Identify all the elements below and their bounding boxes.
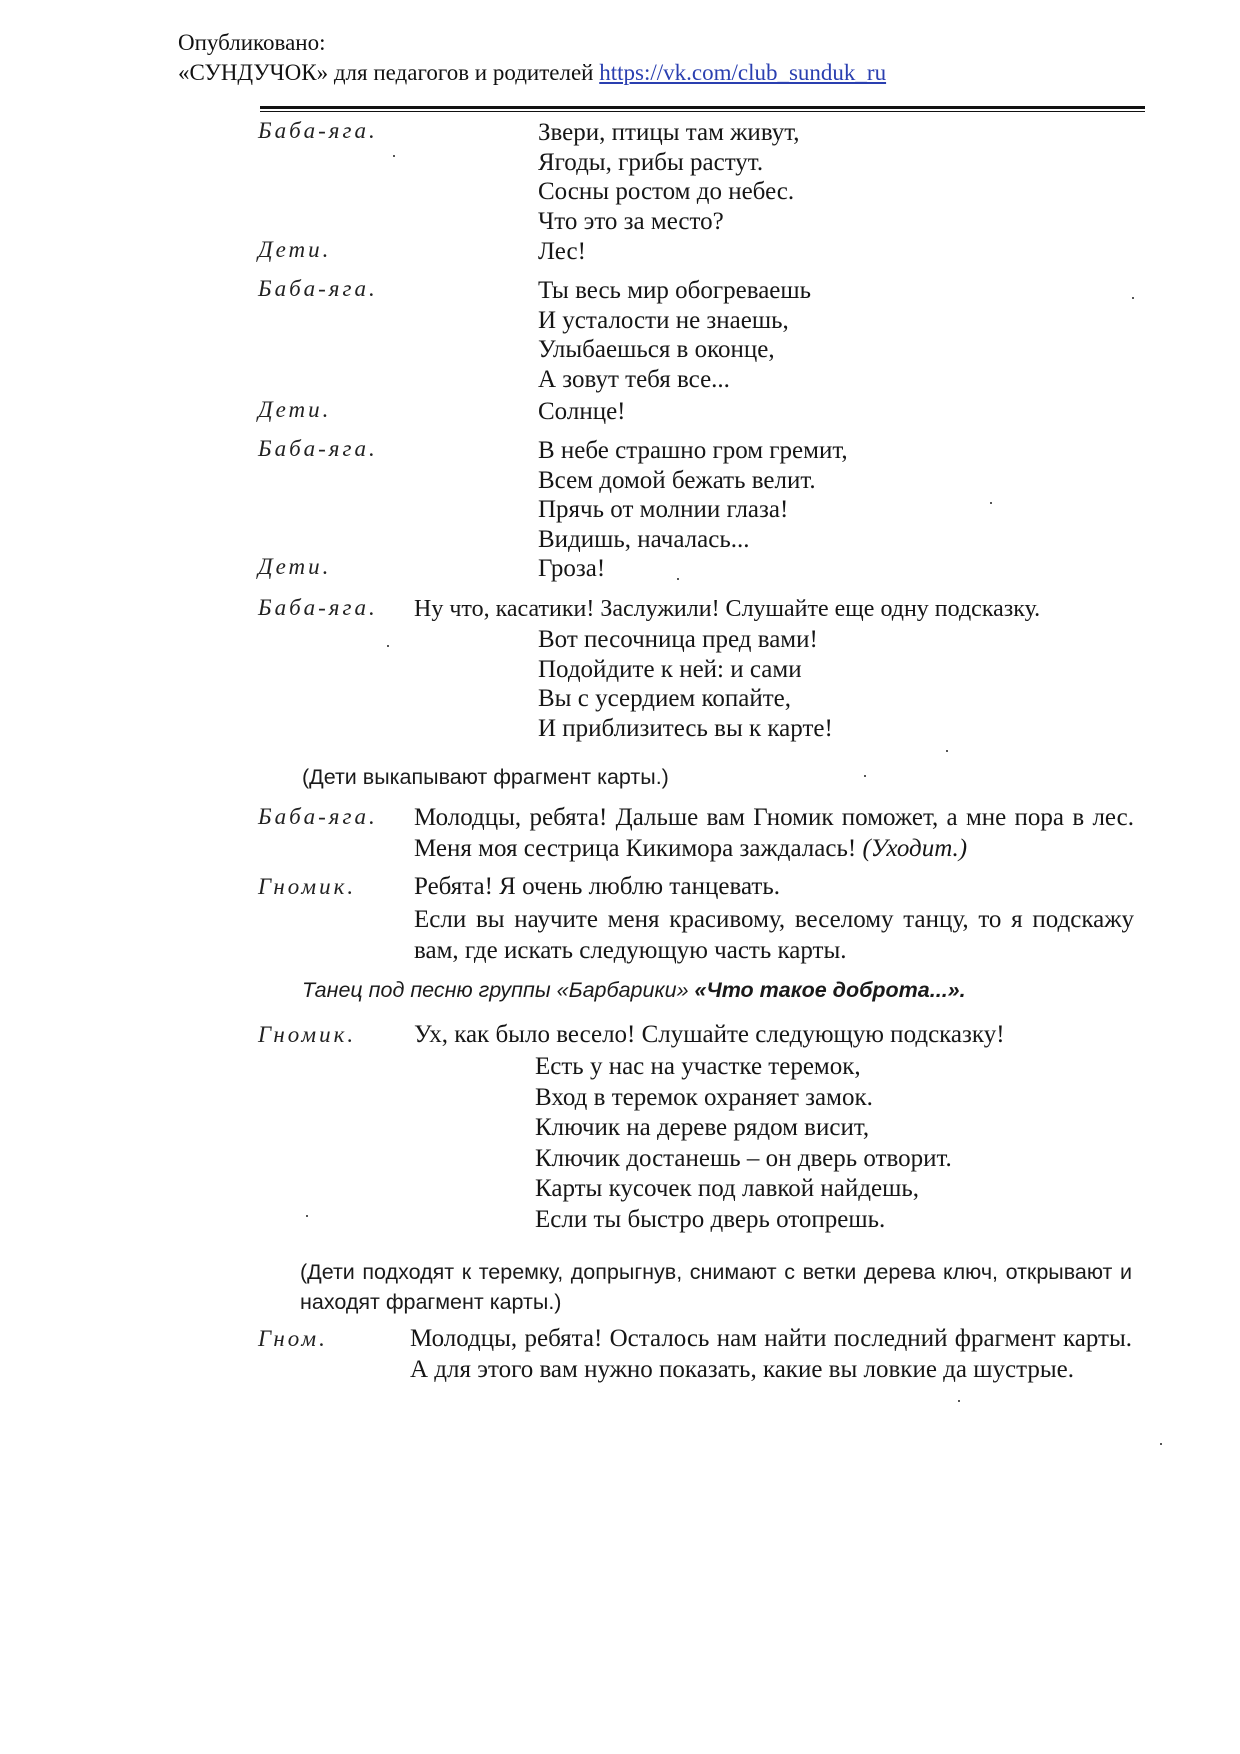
stage-note: (Уходит.) (862, 835, 968, 862)
speech-line: Ну что, касатики! Заслужили! Слушайте еще одну подсказку. (414, 596, 1041, 622)
verse-line: Видишь, началась... (538, 525, 750, 553)
verse-line: Подойдите к ней: и сами (538, 655, 802, 683)
scan-speck (1160, 1443, 1162, 1445)
verse-line: Улыбаешься в оконце, (538, 336, 775, 364)
scan-speck (990, 502, 992, 504)
verse-block (538, 276, 811, 394)
verse-line: Вот песочница пред вами! (538, 626, 818, 653)
verse-line: Ключик на дереве рядом висит, (535, 1114, 870, 1141)
publication-header (178, 28, 886, 88)
stage-direction: (Дети выкапывают фрагмент карты.) (302, 765, 669, 789)
verse-line: Есть у нас на участке теремок, (535, 1053, 861, 1080)
verse-block (538, 554, 605, 584)
speaker-name: Гномик. (258, 1022, 357, 1047)
verse-line: Всем домой бежать велит. (538, 466, 816, 494)
verse-line: Солнце! (538, 398, 626, 425)
stage-direction: (Дети подходят к теремку, допрыгнув, снимают с ветки дерева ключ, открывают и находят фрагмент карты.) (300, 1260, 1132, 1314)
verse-line: Звери, птицы там живут, (538, 119, 800, 146)
verse-line: Лес! (538, 238, 586, 265)
song-title: «Что такое доброта...». (694, 978, 966, 1002)
verse-line: Прячь от молнии глаза! (538, 496, 789, 524)
verse-line: И усталости не знаешь, (538, 306, 789, 334)
verse-line: Ты весь мир обогреваешь (538, 277, 812, 304)
verse-line: Вы с усердием копайте, (538, 685, 792, 713)
speaker-name: Баба-яга. (258, 595, 378, 620)
site-name: «СУНДУЧОК» для педагогов и родителей (178, 60, 594, 85)
scan-speck (946, 750, 948, 752)
verse-line: И приблизитесь вы к карте! (538, 714, 833, 742)
scan-speck (864, 775, 866, 777)
scan-speck (306, 1215, 308, 1217)
speech-line: Ребята! Я очень люблю танцевать. (414, 873, 780, 900)
verse-block (538, 237, 586, 267)
verse-line: Что это за место? (538, 207, 724, 235)
verse-block (538, 397, 626, 427)
speech-paragraph (414, 802, 1134, 864)
verse-line: Если ты быстро дверь отопрешь. (535, 1205, 886, 1233)
verse-line: В небе страшно гром гремит, (538, 437, 848, 464)
speaker-name: Баба-яга. (258, 436, 378, 461)
published-label: Опубликовано: (178, 30, 326, 55)
speaker-name: Гном. (258, 1326, 328, 1351)
speech-paragraph: Молодцы, ребята! Осталось нам найти последний фрагмент карты. А для этого вам нужно показать, какие вы ловкие да шустрые. (410, 1325, 1132, 1383)
speaker-name: Баба-яга. (258, 118, 378, 143)
speaker-name: Дети. (258, 237, 332, 262)
speaker-name: Баба-яга. (258, 804, 378, 829)
scan-speck (393, 155, 395, 157)
speaker-name: Дети. (258, 397, 332, 422)
verse-block (535, 1052, 952, 1235)
verse-block (538, 118, 800, 236)
dance-note (302, 978, 966, 1003)
verse-line: Сосны ростом до небес. (538, 178, 795, 206)
header-rule-thin (260, 111, 1145, 112)
scan-speck (958, 1400, 960, 1402)
speaker-name: Гномик. (258, 874, 357, 899)
speaker-name: Баба-яга. (258, 276, 378, 301)
scan-speck (1132, 297, 1134, 299)
scan-speck (677, 578, 679, 580)
verse-line: Карты кусочек под лавкой найдешь, (535, 1175, 919, 1202)
song-prefix: Танец под песню группы «Барбарики» (302, 978, 689, 1002)
verse-line: Ключик достанешь – он дверь отворит. (535, 1144, 952, 1172)
verse-line: Гроза! (538, 555, 606, 582)
verse-line: А зовут тебя все... (538, 365, 730, 393)
speech-line: Ух, как было весело! Слушайте следующую подсказку! (414, 1021, 1005, 1048)
verse-line: Вход в теремок охраняет замок. (535, 1083, 873, 1111)
verse-block (538, 436, 848, 554)
publisher-line (178, 58, 886, 88)
scan-speck (387, 645, 389, 647)
verse-block (538, 625, 833, 743)
vk-link[interactable]: https://vk.com/club_sunduk_ru (599, 60, 887, 85)
header-rule-thick (260, 106, 1145, 109)
speech-paragraph: Если вы научите меня красивому, веселому танцу, то я подскажу вам, где искать следующую часть карты. (414, 906, 1134, 964)
verse-line: Ягоды, грибы растут. (538, 148, 764, 176)
speech-text: Молодцы, ребята! Дальше вам Гномик поможет, а мне пора в лес. Меня моя сестрица Кикимора заждалась! (414, 804, 1134, 862)
speaker-name: Дети. (258, 554, 332, 579)
